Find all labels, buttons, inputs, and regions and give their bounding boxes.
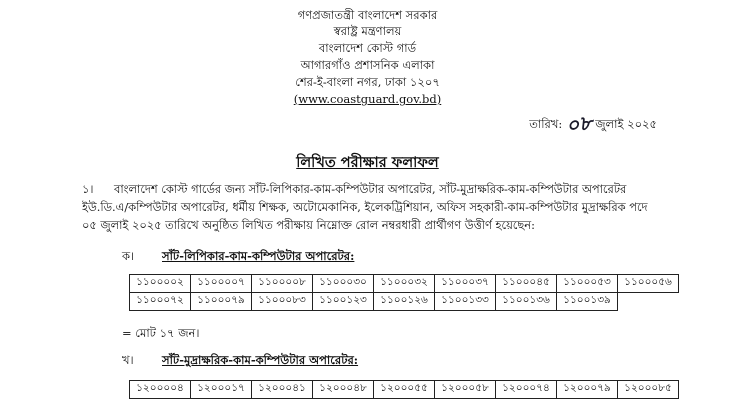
roll-cell: ১২০০০০৪: [130, 381, 191, 399]
roll-cell: ১১০০১৩৬: [496, 293, 557, 311]
section-b-mark: খ।: [122, 353, 134, 367]
section-a-total: = মোট ১৭ জন।: [122, 326, 200, 340]
table-row: [130, 381, 679, 399]
section-b-label: সাঁট-মুদ্রাক্ষরিক-কাম-কম্পিউটার অপারেটর:: [162, 353, 359, 367]
header-ministry: স্বরাষ্ট্র মন্ত্রণালয়: [333, 24, 402, 38]
section-a-label: সাঁট-লিপিকার-কাম-কম্পিউটার অপারেটর:: [162, 249, 355, 263]
roll-cell: ১২০০০৭৯: [557, 381, 618, 399]
roll-cell: ১১০০০৭৯: [191, 293, 252, 311]
section-a-roll-table: [129, 274, 679, 311]
paragraph-line-2: ইউ.ডি.এ/কম্পিউটার অপারেটর, ধর্মীয় শিক্ষক, অটোমেকানিক, ইলেকট্রিশিয়ান, অফিস সহকারী-কাম-কম্পিউটার মুদ্রাক্ষরিক পদে: [82, 200, 648, 214]
notice-paragraph: [82, 180, 662, 234]
roll-cell: ১১০০০৩২: [374, 275, 435, 293]
table-row: [130, 293, 679, 311]
roll-cell: ১২০০০৫৮: [435, 381, 496, 399]
roll-cell: ১১০০০৪৫: [496, 275, 557, 293]
roll-cell: ১১০০০৫৬: [618, 275, 679, 293]
roll-cell: ১১০০০৫৩: [557, 275, 618, 293]
section-a-mark: ক।: [122, 249, 135, 263]
roll-cell: ১১০০০৩০: [313, 275, 374, 293]
roll-cell: ১১০০০০৭: [191, 275, 252, 293]
header-address: শের-ই-বাংলা নগর, ঢাকা ১২০৭: [295, 75, 440, 89]
roll-cell: ১২০০০৫৫: [374, 381, 435, 399]
roll-cell: ১২০০০৭৪: [496, 381, 557, 399]
roll-cell: ১২০০০৪১: [252, 381, 313, 399]
section-a-heading: [122, 248, 354, 267]
roll-cell: ১১০০১৩৩: [435, 293, 496, 311]
section-b-roll-table: [129, 380, 679, 399]
notice-date: [529, 110, 657, 138]
roll-cell: ১১০০০০৮: [252, 275, 313, 293]
header-website: (www.coastguard.gov.bd): [293, 92, 442, 106]
paragraph-line-3: ০৫ জুলাই ২০২৫ তারিখে অনুষ্ঠিত লিখিত পরীক্ষায় নিম্নোক্ত রোল নম্বরধারী প্রার্থীগণ উত্তীর্ণ হয়েছেন:: [82, 218, 535, 232]
paragraph-line-1: বাংলাদেশ কোস্ট গার্ডের জন্য সাঁট-লিপিকার-কাম-কম্পিউটার অপারেটর, সাঁট-মুদ্রাক্ষরিক-কাম-কম্পিউটার অপারেটর: [114, 182, 627, 196]
roll-cell: ১১০০১২৬: [374, 293, 435, 311]
header-organization: বাংলাদেশ কোস্ট গার্ড: [318, 41, 417, 55]
page-title: লিখিত পরীক্ষার ফলাফল: [296, 154, 439, 171]
roll-cell: ১১০০০৭২: [130, 293, 191, 311]
date-month-year: জুলাই ২০২৫: [595, 117, 657, 131]
roll-cell: ১১০০০০২: [130, 275, 191, 293]
roll-cell: ১২০০০৪৮: [313, 381, 374, 399]
roll-cell: ১২০০০৮৫: [618, 381, 679, 399]
header-government: গণপ্রজাতন্ত্রী বাংলাদেশ সরকার: [297, 8, 438, 22]
roll-cell: ১২০০০১৭: [191, 381, 252, 399]
roll-cell: ১১০০১২৩: [313, 293, 374, 311]
roll-cell: ১১০০০৮৩: [252, 293, 313, 311]
roll-cell: ১১০০০৩৭: [435, 275, 496, 293]
roll-cell: ১১০০১৩৯: [557, 293, 618, 311]
date-label: তারিখ:: [529, 117, 563, 131]
paragraph-number: ১।: [82, 182, 94, 196]
handwritten-day: ০৮: [564, 110, 594, 138]
header-area: আগারগাঁও প্রশাসনিক এলাকা: [300, 58, 435, 72]
table-row: [130, 275, 679, 293]
section-b-heading: [122, 352, 358, 371]
